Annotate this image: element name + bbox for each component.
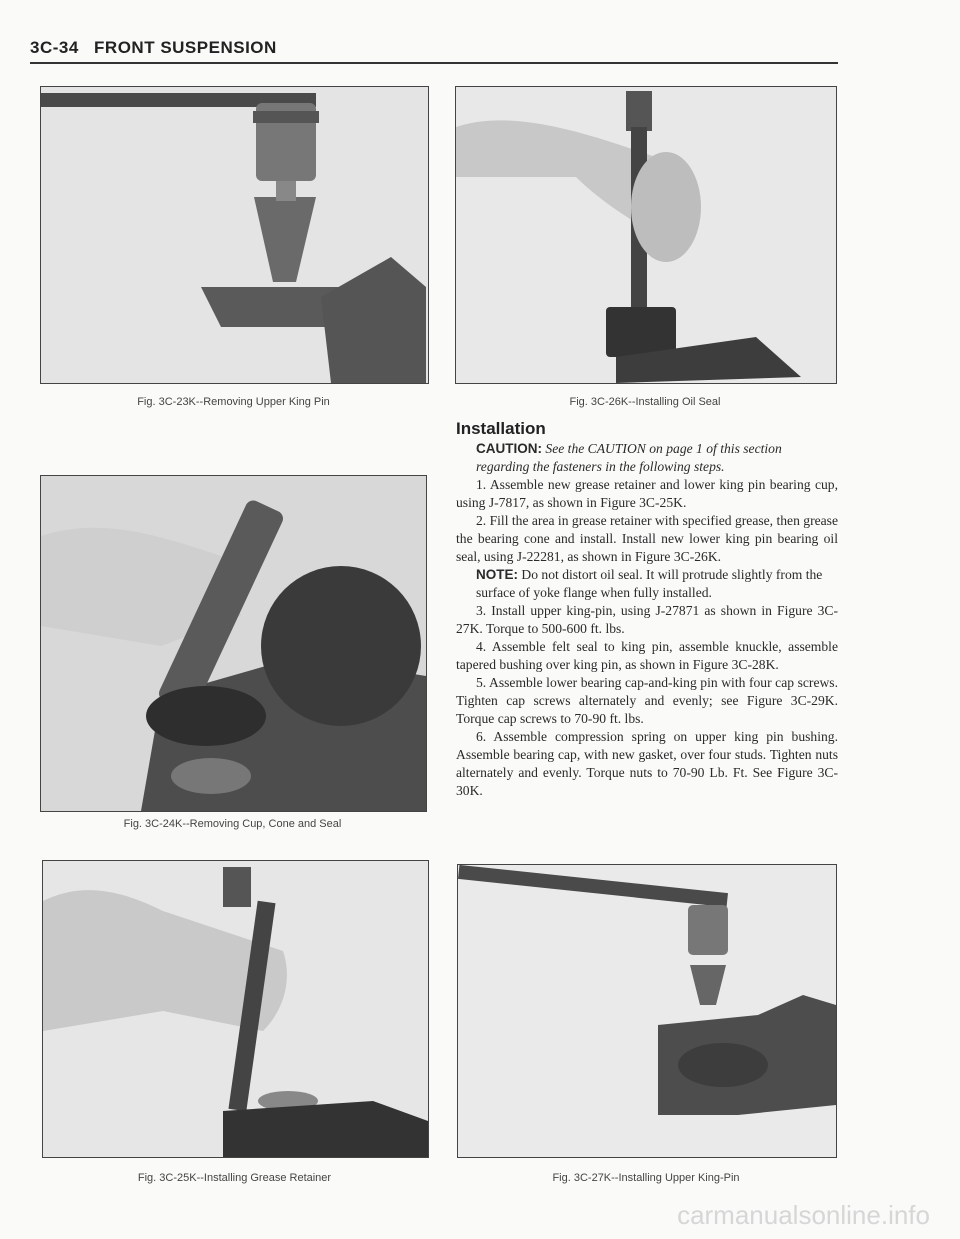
caption-fig-26k: Fig. 3C-26K--Installing Oil Seal: [569, 396, 721, 408]
installation-section: [456, 420, 838, 800]
note-block: [456, 566, 838, 602]
step-4: 4. Assemble felt seal to king pin, assemble knuckle, assemble tapered bushing over king pin, as shown in Figure 3C-28K.: [456, 639, 838, 672]
figure-installing-grease-retainer: [42, 860, 429, 1158]
caution-block: [456, 440, 838, 476]
section-title: FRONT SUSPENSION: [94, 38, 277, 57]
caption-fig-24k: Fig. 3C-24K--Removing Cup, Cone and Seal: [123, 818, 342, 830]
figure-removing-cup-cone-seal: [40, 475, 427, 812]
caption-fig-23k: Fig. 3C-23K--Removing Upper King Pin: [137, 396, 330, 408]
step-5: 5. Assemble lower bearing cap-and-king pin with four cap screws. Tighten cap screws alternately and evenly; see Figure 3C-29K. Torque cap screws to 70-90 ft. lbs.: [456, 675, 838, 726]
caution-label: CAUTION:: [476, 441, 542, 456]
step-6: 6. Assemble compression spring on upper king pin bushing. Assemble bearing cap, with new gasket, over four studs. Tighten nuts alternately and evenly. Torque nuts to 70-90 Lb. Ft. See Figure 3C-30K.: [456, 729, 838, 798]
photo-removing-upper-king-pin: [41, 87, 428, 383]
caption-fig-25k: Fig. 3C-25K--Installing Grease Retainer: [137, 1172, 332, 1184]
caution-text: See the CAUTION on page 1 of this section regarding the fasteners in the following steps.: [476, 441, 782, 474]
step-1: 1. Assemble new grease retainer and lower king pin bearing cup, using J-7817, as shown in Figure 3C-25K.: [456, 477, 838, 510]
step-2: 2. Fill the area in grease retainer with specified grease, then grease the bearing cone and install. Install new lower king pin bearing oil seal, using J-22281, as shown in Figure 3C-26K.: [456, 513, 838, 564]
note-text: Do not distort oil seal. It will protrude slightly from the surface of yoke flange when fully installed.: [476, 567, 823, 600]
caption-fig-27k: Fig. 3C-27K--Installing Upper King-Pin: [552, 1172, 740, 1184]
step-3: 3. Install upper king-pin, using J-27871 as shown in Figure 3C-27K. Torque to 500-600 ft. lbs.: [456, 603, 838, 636]
watermark: carmanualsonline.info: [677, 1200, 930, 1230]
figure-removing-upper-king-pin: [40, 86, 429, 384]
photo-installing-upper-king-pin: [458, 865, 836, 1157]
page-header: [30, 38, 838, 64]
figure-installing-oil-seal: [455, 86, 837, 384]
photo-removing-cup-cone-seal: [41, 476, 426, 811]
photo-installing-grease-retainer: [43, 861, 428, 1157]
note-label: NOTE:: [476, 567, 518, 582]
photo-installing-oil-seal: [456, 87, 836, 383]
figure-installing-upper-king-pin: [457, 864, 837, 1158]
section-number: 3C-34: [30, 38, 79, 57]
installation-heading: Installation: [456, 419, 546, 438]
